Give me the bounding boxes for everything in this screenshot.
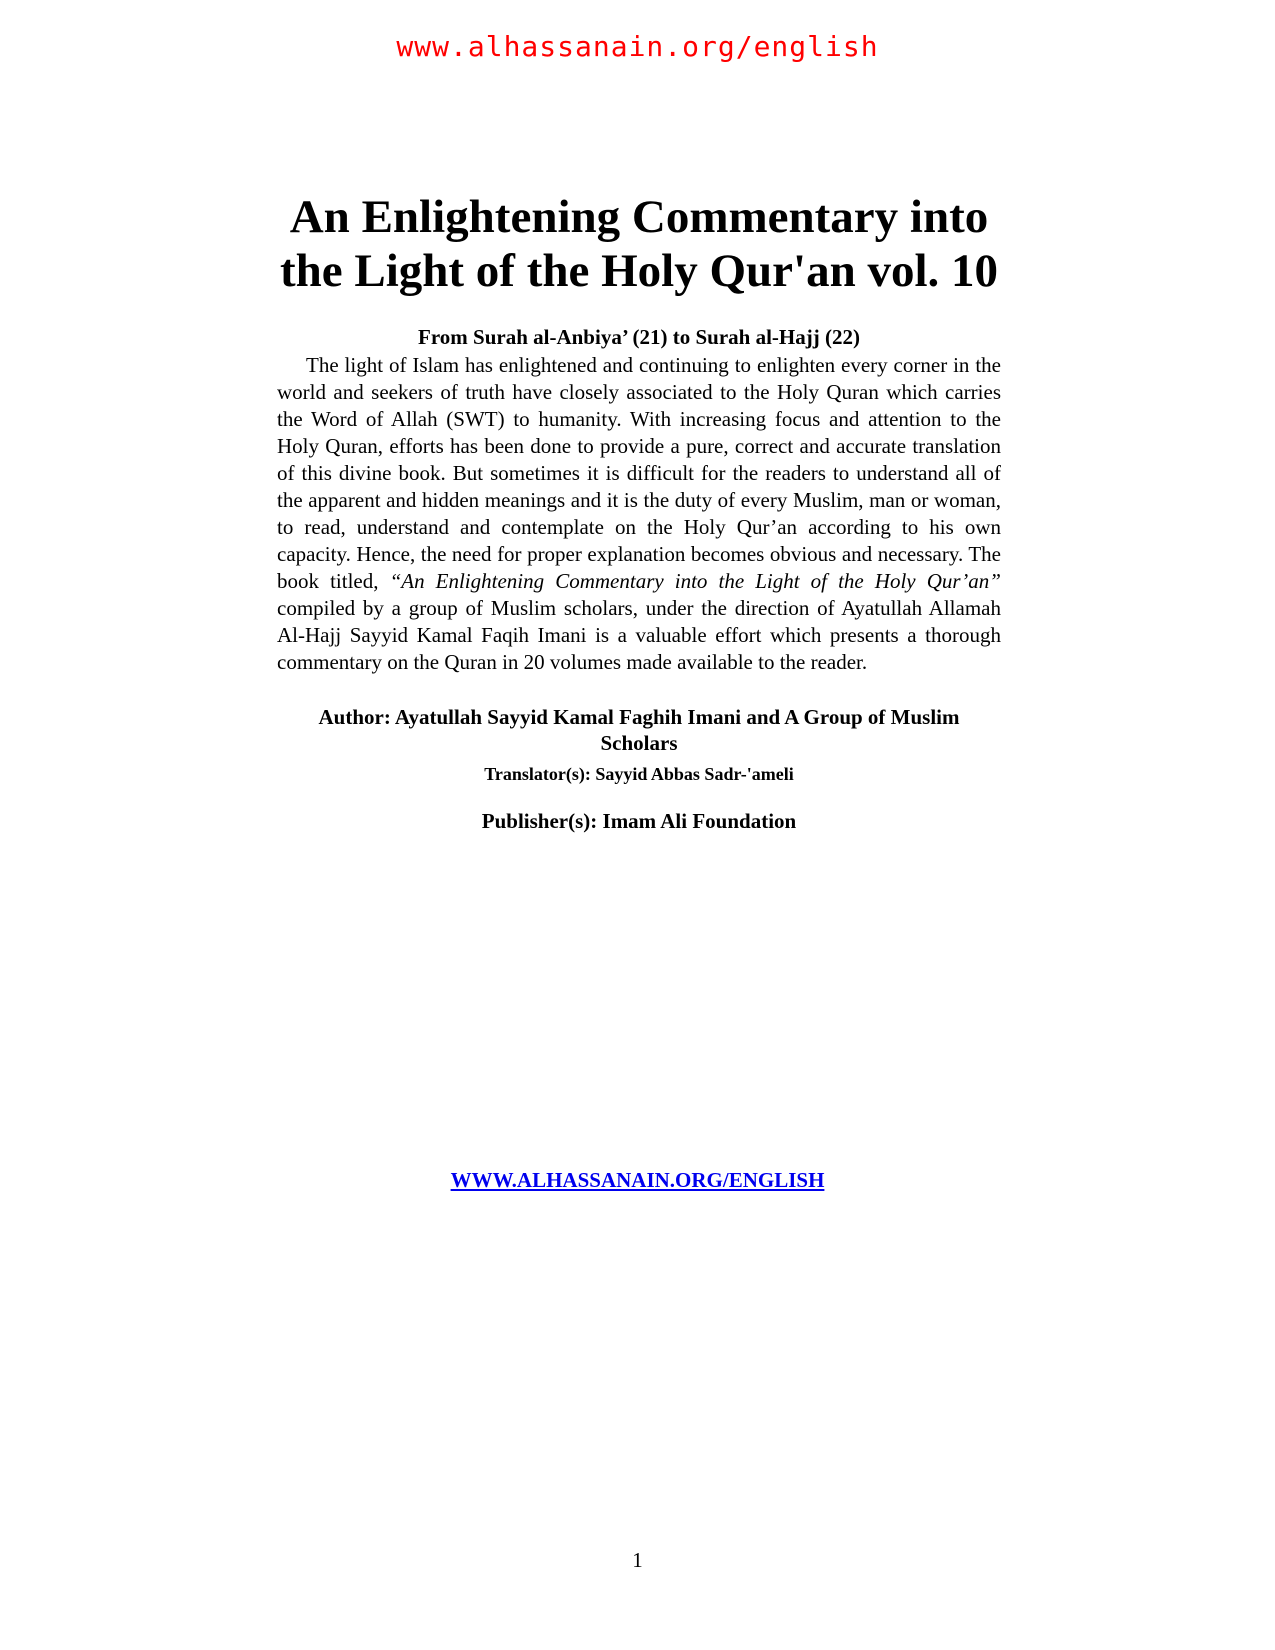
publisher-line: Publisher(s): Imam Ali Foundation bbox=[481, 809, 797, 833]
book-title bbox=[277, 190, 1001, 298]
book-title-line1: An Enlightening Commentary into bbox=[289, 191, 989, 243]
intro-italic-book-title: “An Enlightening Commentary into the Light of the Holy Qur’an” bbox=[389, 569, 1001, 593]
website-link[interactable]: WWW.ALHASSANAIN.ORG/ENGLISH bbox=[450, 1168, 825, 1192]
footer-link-container bbox=[0, 1168, 1275, 1193]
intro-text-2: compiled by a group of Muslim scholars, under the direction of Ayatullah Allamah Al-Hajj Sayyid Kamal Faqih Imani is a valuable effort which presents a thorough commentary on the Quran in 20 volumes made available to the reader. bbox=[277, 596, 1001, 674]
intro-paragraph bbox=[277, 352, 1001, 676]
book-subtitle: From Surah al-Anbiya’ (21) to Surah al-Hajj (22) bbox=[418, 325, 860, 349]
translator-line: Translator(s): Sayyid Abbas Sadr-'ameli bbox=[484, 764, 794, 784]
page-number: 1 bbox=[632, 1548, 643, 1572]
document-body bbox=[277, 190, 1001, 834]
book-title-line2: the Light of the Holy Qur'an vol. 10 bbox=[279, 245, 999, 297]
intro-text-1: The light of Islam has enlightened and continuing to enlighten every corner in the world and seekers of truth have closely associated to the Holy Quran which carries the Word of Allah (SWT) to humanity. With increasing focus and attention to the Holy Quran, efforts has been done to provide a pure, correct and accurate translation of this divine book. But sometimes it is difficult for the readers to understand all of the apparent and hidden meanings and it is the duty of every Muslim, man or woman, to read, understand and contemplate on the Holy Qur’an according to his own capacity. Hence, the need for proper explanation becomes obvious and necessary. The book titled, bbox=[277, 353, 1001, 593]
author-line: Author: Ayatullah Sayyid Kamal Faghih Imani and A Group of Muslim Scholars bbox=[318, 705, 960, 755]
header-url: www.alhassanain.org/english bbox=[396, 30, 879, 63]
